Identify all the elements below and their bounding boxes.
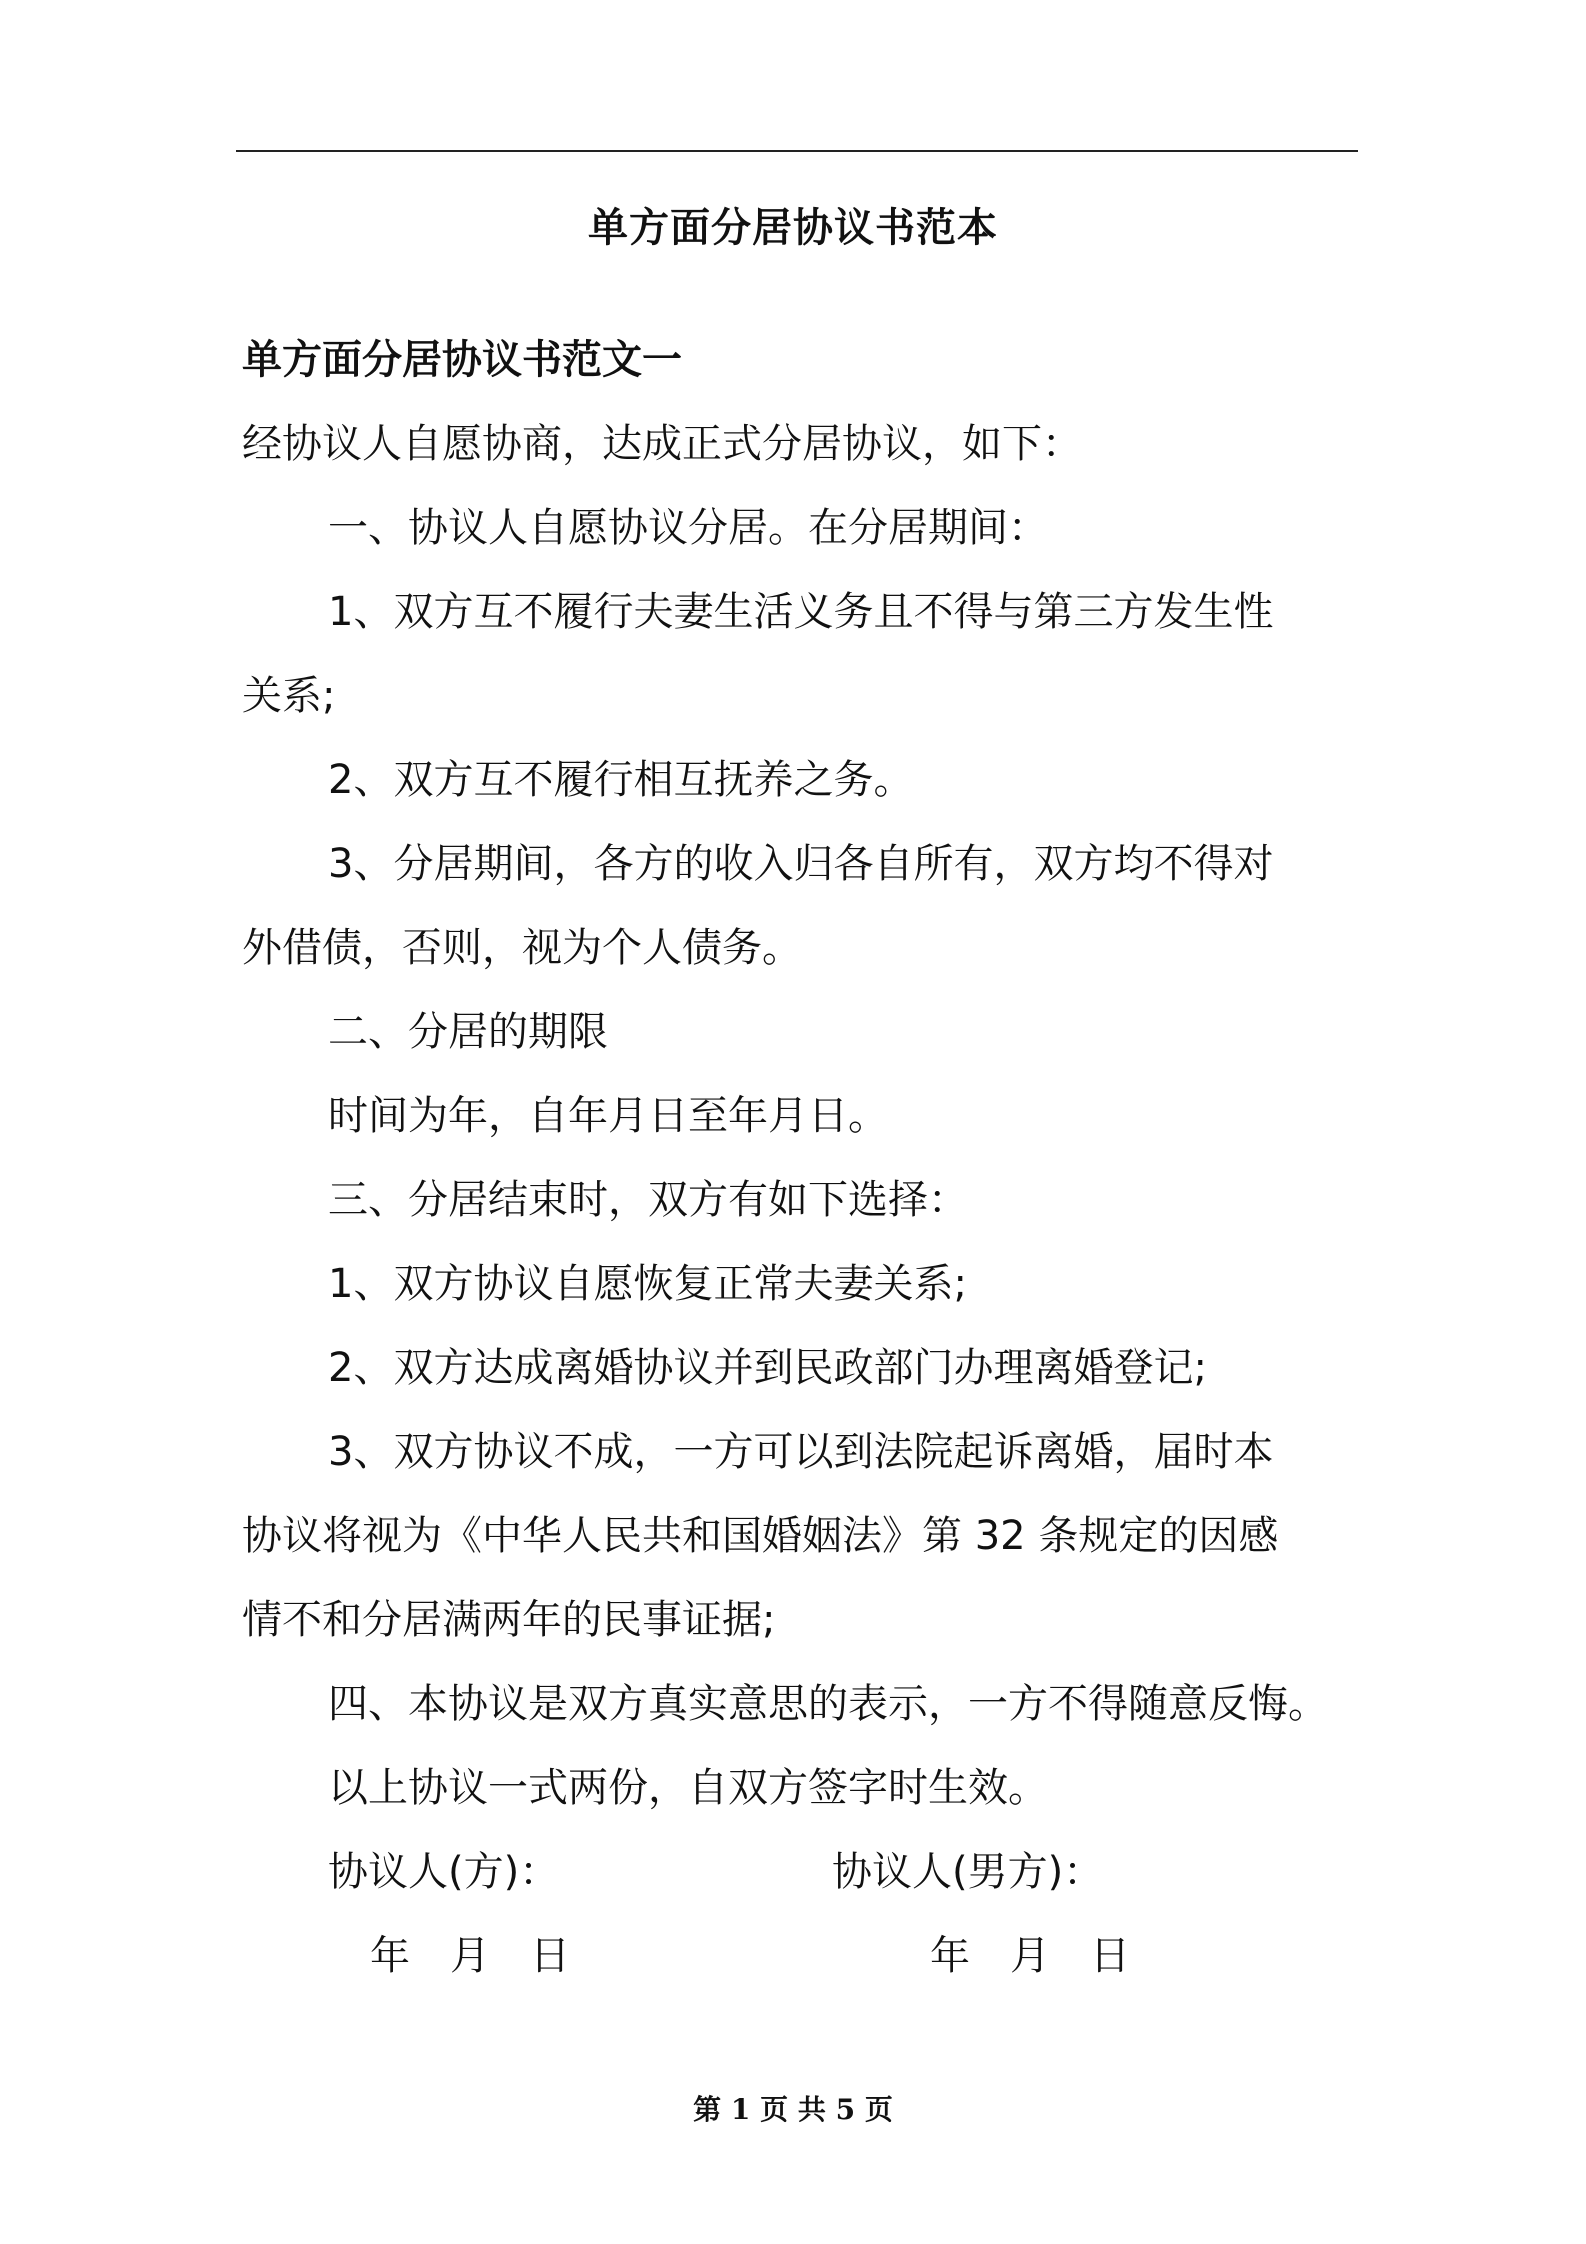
- clause-1-item-3: 3、分居期间，各方的收入归各自所有，双方均不得对: [328, 841, 1274, 887]
- document-body: [242, 318, 1358, 1998]
- clause-2-text: 时间为年，自年月日至年月日。: [328, 1093, 888, 1139]
- clause-3-item-3: 3、双方协议不成，一方可以到法院起诉离婚，届时本: [328, 1429, 1274, 1475]
- date-left: [370, 1914, 610, 1998]
- clause-3-item-3-cont-1: 协议将视为《中华人民共和国婚姻法》第 32 条规定的因感: [242, 1513, 1279, 1559]
- clause-2-heading: 二、分居的期限: [328, 1009, 608, 1055]
- clause-3-item-1: 1、双方协议自愿恢复正常夫妻关系;: [328, 1261, 967, 1307]
- clause-1-item-3-cont: 外借债，否则，视为个人债务。: [242, 925, 802, 971]
- clause-4-text: 四、本协议是双方真实意思的表示，一方不得随意反悔。: [328, 1681, 1328, 1727]
- clause-1-item-1: 1、双方互不履行夫妻生活义务且不得与第三方发生性: [328, 589, 1274, 635]
- paragraph-intro: 经协议人自愿协商，达成正式分居协议，如下：: [242, 421, 1082, 467]
- signature-party-right: 协议人(男方)：: [832, 1849, 1104, 1895]
- date-row: [242, 1914, 1358, 1998]
- date-right-month: 月: [1010, 1933, 1050, 1979]
- closing-text: 以上协议一式两份，自双方签字时生效。: [328, 1765, 1048, 1811]
- document-title: 单方面分居协议书范本: [588, 205, 998, 251]
- signature-row: [242, 1830, 1358, 1914]
- date-left-day: 日: [530, 1933, 570, 1979]
- date-right-day: 日: [1090, 1933, 1130, 1979]
- clause-1-item-1-cont: 关系;: [242, 673, 336, 719]
- date-right: [930, 1914, 1170, 1998]
- clause-3-item-3-cont-2: 情不和分居满两年的民事证据;: [242, 1597, 776, 1643]
- date-left-month: 月: [450, 1933, 490, 1979]
- page-indicator: 第 1 页 共 5 页: [693, 2093, 893, 2126]
- section-heading: 单方面分居协议书范文一: [242, 337, 682, 383]
- clause-3-heading: 三、分居结束时，双方有如下选择：: [328, 1177, 968, 1223]
- header-rule: [236, 150, 1358, 152]
- date-left-year: 年: [370, 1933, 410, 1979]
- clause-1-item-2: 2、双方互不履行相互抚养之务。: [328, 757, 914, 803]
- signature-party-left: 协议人(方)：: [328, 1849, 560, 1895]
- date-right-year: 年: [930, 1933, 970, 1979]
- clause-3-item-2: 2、双方达成离婚协议并到民政部门办理离婚登记;: [328, 1345, 1207, 1391]
- clause-1-heading: 一、协议人自愿协议分居。在分居期间：: [328, 505, 1048, 551]
